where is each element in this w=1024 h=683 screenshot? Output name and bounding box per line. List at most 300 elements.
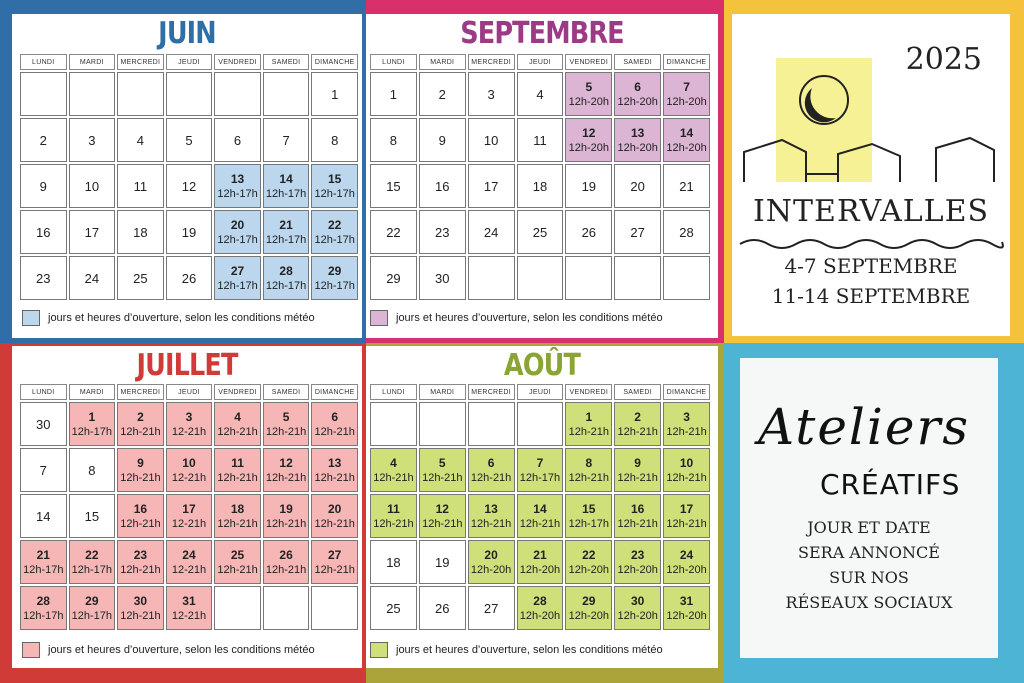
opening-hours: 12h-17h bbox=[265, 280, 307, 292]
opening-hours: 12h-20h bbox=[617, 610, 658, 622]
opening-hours: 12h-21h bbox=[217, 518, 258, 530]
weekday-header: SAMEDI bbox=[263, 384, 310, 400]
day-number: 19 bbox=[181, 224, 197, 240]
day-cell bbox=[166, 210, 213, 254]
day-number: 2 bbox=[39, 132, 47, 148]
day-cell bbox=[517, 72, 564, 116]
day-cell bbox=[468, 256, 515, 300]
day-cell bbox=[419, 210, 466, 254]
opening-hours: 12h-20h bbox=[519, 610, 561, 622]
day-number: 9 bbox=[39, 178, 47, 194]
day-number: 16 bbox=[133, 502, 148, 516]
weekday-header: SAMEDI bbox=[263, 54, 310, 70]
opening-hours: 12h-21h bbox=[314, 472, 355, 484]
opening-hours: 12h-17h bbox=[568, 518, 609, 530]
opening-hours: 12h-21h bbox=[666, 518, 707, 530]
day-cell bbox=[565, 118, 612, 162]
day-cell bbox=[614, 118, 661, 162]
day-cell bbox=[419, 494, 466, 538]
legend-text: jours et heures d’ouverture, selon les conditions météo bbox=[48, 644, 315, 656]
opening-hours: 12h-20h bbox=[568, 142, 609, 154]
day-number: 29 bbox=[328, 264, 342, 278]
weekday-header: MARDI bbox=[69, 384, 116, 400]
day-cell bbox=[419, 402, 466, 446]
opening-hours: 12-21h bbox=[171, 610, 207, 622]
day-number: 23 bbox=[36, 270, 51, 286]
day-number: 1 bbox=[88, 410, 96, 424]
day-number: 21 bbox=[279, 218, 293, 232]
day-number: 17 bbox=[679, 502, 694, 516]
opening-hours: 12h-21h bbox=[470, 518, 512, 530]
day-cell bbox=[166, 540, 213, 584]
ateliers-line3: SUR NOS bbox=[829, 568, 909, 587]
day-number: 6 bbox=[634, 80, 641, 94]
day-cell bbox=[614, 164, 661, 208]
day-cell bbox=[311, 586, 358, 630]
opening-hours: 12h-20h bbox=[519, 564, 561, 576]
ateliers-line2: SERA ANNONCÉ bbox=[798, 543, 940, 562]
day-number: 27 bbox=[328, 548, 342, 562]
weekday-header: DIMANCHE bbox=[663, 384, 710, 400]
day-cell bbox=[20, 586, 67, 630]
day-cell bbox=[69, 164, 116, 208]
day-number: 20 bbox=[328, 502, 342, 516]
day-number: 4 bbox=[234, 410, 241, 424]
day-number: 14 bbox=[279, 172, 293, 186]
day-cell bbox=[69, 494, 116, 538]
day-cell bbox=[517, 118, 564, 162]
ateliers-card bbox=[740, 358, 998, 658]
day-cell bbox=[20, 164, 67, 208]
day-cell bbox=[117, 540, 164, 584]
day-cell bbox=[20, 540, 67, 584]
day-cell bbox=[419, 72, 466, 116]
day-number: 7 bbox=[282, 132, 290, 148]
opening-hours: 12-21h bbox=[171, 472, 207, 484]
day-number: 2 bbox=[634, 410, 641, 424]
weekday-header: MARDI bbox=[419, 54, 466, 70]
opening-hours: 12h-20h bbox=[617, 564, 658, 576]
day-number: 6 bbox=[487, 456, 495, 470]
day-cell bbox=[614, 540, 661, 584]
day-number: 10 bbox=[483, 132, 499, 148]
day-cell bbox=[166, 586, 213, 630]
day-cell bbox=[419, 164, 466, 208]
day-cell bbox=[117, 402, 164, 446]
day-number: 25 bbox=[532, 224, 548, 240]
opening-hours: 12h-20h bbox=[568, 96, 609, 108]
day-number: 22 bbox=[386, 224, 401, 240]
day-number: 22 bbox=[582, 548, 596, 562]
calendar-juillet bbox=[12, 346, 362, 668]
opening-hours: 12h-21h bbox=[314, 564, 355, 576]
day-number: 20 bbox=[230, 218, 245, 232]
day-cell bbox=[517, 448, 564, 492]
day-number: 3 bbox=[683, 410, 690, 424]
day-cell bbox=[419, 586, 466, 630]
day-cell bbox=[20, 210, 67, 254]
weekday-header: MERCREDI bbox=[117, 384, 164, 400]
opening-hours: 12h-20h bbox=[617, 142, 658, 154]
day-number: 4 bbox=[390, 456, 397, 470]
day-number: 18 bbox=[133, 224, 148, 240]
day-cell bbox=[214, 540, 261, 584]
day-number: 19 bbox=[581, 178, 597, 194]
day-cell bbox=[614, 586, 661, 630]
opening-hours: 12h-17h bbox=[71, 426, 113, 438]
day-cell bbox=[214, 494, 261, 538]
day-cell bbox=[311, 540, 358, 584]
opening-hours: 12h-21h bbox=[314, 518, 355, 530]
day-cell bbox=[517, 586, 564, 630]
day-number: 24 bbox=[679, 548, 694, 562]
weekday-header: SAMEDI bbox=[614, 54, 661, 70]
weekday-header: MARDI bbox=[419, 384, 466, 400]
day-cell bbox=[663, 210, 710, 254]
day-cell bbox=[69, 118, 116, 162]
day-cell bbox=[20, 72, 67, 116]
opening-hours: 12h-17h bbox=[519, 472, 561, 484]
day-number: 10 bbox=[182, 456, 196, 470]
day-cell bbox=[263, 540, 310, 584]
day-cell bbox=[370, 540, 417, 584]
day-cell bbox=[20, 118, 67, 162]
opening-hours: 12h-17h bbox=[71, 610, 113, 622]
day-cell bbox=[468, 164, 515, 208]
day-cell bbox=[370, 118, 417, 162]
brand-name: INTERVALLES bbox=[752, 194, 990, 229]
day-cell bbox=[214, 164, 261, 208]
day-number: 8 bbox=[389, 132, 398, 148]
opening-hours: 12h-17h bbox=[71, 564, 113, 576]
day-cell bbox=[517, 540, 564, 584]
day-number: 13 bbox=[630, 126, 645, 140]
day-cell bbox=[468, 210, 515, 254]
day-number: 11 bbox=[533, 132, 547, 148]
building-right bbox=[936, 138, 994, 182]
ateliers-line4: RÉSEAUX SOCIAUX bbox=[785, 593, 953, 612]
opening-hours: 12h-21h bbox=[120, 518, 161, 530]
opening-hours: 12h-21h bbox=[120, 564, 161, 576]
weekday-header: DIMANCHE bbox=[311, 54, 358, 70]
day-number: 13 bbox=[230, 172, 245, 186]
day-cell bbox=[117, 256, 164, 300]
day-cell bbox=[166, 72, 213, 116]
opening-hours: 12h-21h bbox=[120, 610, 161, 622]
legend bbox=[370, 310, 663, 326]
day-cell bbox=[565, 256, 612, 300]
opening-hours: 12h-17h bbox=[314, 188, 355, 200]
opening-hours: 12h-20h bbox=[666, 142, 707, 154]
opening-hours: 12h-21h bbox=[314, 426, 355, 438]
day-cell bbox=[517, 402, 564, 446]
day-cell bbox=[468, 72, 515, 116]
day-cell bbox=[69, 210, 116, 254]
day-number: 24 bbox=[84, 270, 100, 286]
opening-hours: 12h-17h bbox=[314, 280, 355, 292]
opening-hours: 12h-21h bbox=[265, 518, 307, 530]
day-number: 20 bbox=[484, 548, 498, 562]
day-number: 12 bbox=[181, 178, 197, 194]
opening-hours: 12h-21h bbox=[120, 426, 161, 438]
legend bbox=[22, 310, 315, 326]
day-cell bbox=[517, 494, 564, 538]
day-number: 20 bbox=[630, 178, 645, 194]
day-cell bbox=[663, 402, 710, 446]
day-cell bbox=[166, 164, 213, 208]
opening-hours: 12h-17h bbox=[217, 234, 258, 246]
day-number: 12 bbox=[435, 502, 449, 516]
day-number: 31 bbox=[182, 594, 196, 608]
weekday-header: LUNDI bbox=[370, 54, 417, 70]
opening-hours: 12h-21h bbox=[217, 426, 258, 438]
day-number: 5 bbox=[185, 132, 193, 148]
day-number: 9 bbox=[438, 132, 446, 148]
day-number: 19 bbox=[279, 502, 293, 516]
day-cell bbox=[20, 402, 67, 446]
day-number: 7 bbox=[536, 456, 544, 470]
day-cell bbox=[663, 586, 710, 630]
day-number: 25 bbox=[386, 600, 401, 616]
opening-hours: 12h-21h bbox=[120, 472, 161, 484]
opening-hours: 12h-21h bbox=[617, 518, 658, 530]
day-cell bbox=[663, 164, 710, 208]
day-cell bbox=[370, 210, 417, 254]
day-cell bbox=[663, 540, 710, 584]
day-number: 28 bbox=[679, 224, 694, 240]
day-number: 16 bbox=[630, 502, 645, 516]
day-cell bbox=[117, 72, 164, 116]
weekday-header: MERCREDI bbox=[468, 384, 515, 400]
opening-hours: 12h-21h bbox=[666, 472, 707, 484]
day-cell bbox=[565, 210, 612, 254]
day-cell bbox=[565, 72, 612, 116]
day-cell bbox=[214, 118, 261, 162]
day-cell bbox=[565, 586, 612, 630]
day-cell bbox=[69, 402, 116, 446]
day-cell bbox=[214, 448, 261, 492]
weekday-header: JEUDI bbox=[517, 54, 564, 70]
day-cell bbox=[263, 402, 310, 446]
day-number: 10 bbox=[679, 456, 694, 470]
day-number: 14 bbox=[36, 508, 51, 524]
day-number: 9 bbox=[137, 456, 144, 470]
weekday-header: MERCREDI bbox=[468, 54, 515, 70]
day-number: 12 bbox=[279, 456, 293, 470]
day-number: 1 bbox=[585, 410, 593, 424]
opening-hours: 12-21h bbox=[171, 564, 207, 576]
day-cell bbox=[311, 72, 358, 116]
weekday-header: JEUDI bbox=[166, 384, 213, 400]
day-cell bbox=[20, 256, 67, 300]
weekday-header: JEUDI bbox=[517, 384, 564, 400]
day-number: 12 bbox=[582, 126, 596, 140]
calendar-septembre bbox=[366, 14, 718, 338]
day-cell bbox=[69, 448, 116, 492]
day-cell bbox=[117, 586, 164, 630]
legend bbox=[370, 642, 663, 658]
day-cell bbox=[419, 540, 466, 584]
intervalles-logo bbox=[732, 52, 1010, 182]
calendar-aout bbox=[366, 346, 718, 668]
day-cell bbox=[117, 164, 164, 208]
day-number: 8 bbox=[331, 132, 339, 148]
day-cell bbox=[311, 210, 358, 254]
day-number: 29 bbox=[386, 270, 401, 286]
day-cell bbox=[614, 210, 661, 254]
opening-hours: 12-21h bbox=[171, 518, 207, 530]
day-number: 25 bbox=[230, 548, 245, 562]
opening-hours: 12h-21h bbox=[373, 472, 414, 484]
day-number: 30 bbox=[133, 594, 148, 608]
day-number: 14 bbox=[533, 502, 547, 516]
day-cell bbox=[370, 256, 417, 300]
month-title: JUILLET bbox=[136, 348, 238, 383]
day-number: 28 bbox=[279, 264, 293, 278]
day-cell bbox=[69, 72, 116, 116]
weekday-header: JEUDI bbox=[166, 54, 213, 70]
opening-hours: 12h-21h bbox=[422, 472, 463, 484]
day-cell bbox=[370, 494, 417, 538]
day-cell bbox=[117, 494, 164, 538]
dates-first: 4-7 SEPTEMBRE bbox=[784, 254, 958, 278]
day-cell bbox=[663, 72, 710, 116]
day-cell bbox=[419, 118, 466, 162]
day-number: 7 bbox=[683, 80, 690, 94]
day-number: 25 bbox=[133, 270, 148, 286]
day-cell bbox=[614, 72, 661, 116]
day-cell bbox=[166, 494, 213, 538]
legend bbox=[22, 642, 315, 658]
opening-hours: 12h-21h bbox=[265, 564, 307, 576]
year: 2025 bbox=[905, 42, 982, 77]
opening-hours: 12h-21h bbox=[422, 518, 463, 530]
day-cell bbox=[117, 448, 164, 492]
day-cell bbox=[311, 402, 358, 446]
day-number: 26 bbox=[181, 270, 197, 286]
day-cell bbox=[214, 256, 261, 300]
legend-text: jours et heures d’ouverture, selon les conditions météo bbox=[396, 312, 663, 324]
day-number: 7 bbox=[39, 462, 47, 478]
day-number: 27 bbox=[630, 224, 645, 240]
day-cell bbox=[370, 164, 417, 208]
day-cell bbox=[214, 210, 261, 254]
day-number: 29 bbox=[85, 594, 99, 608]
opening-hours: 12h-21h bbox=[265, 472, 307, 484]
opening-hours: 12h-21h bbox=[568, 426, 609, 438]
day-number: 28 bbox=[533, 594, 547, 608]
day-number: 23 bbox=[630, 548, 645, 562]
day-cell bbox=[263, 210, 310, 254]
day-number: 9 bbox=[634, 456, 641, 470]
opening-hours: 12h-20h bbox=[666, 96, 707, 108]
day-cell bbox=[166, 448, 213, 492]
day-cell bbox=[311, 448, 358, 492]
day-number: 17 bbox=[483, 178, 499, 194]
weekday-header: VENDREDI bbox=[214, 384, 261, 400]
opening-hours: 12h-20h bbox=[617, 96, 658, 108]
opening-hours: 12h-17h bbox=[265, 234, 307, 246]
day-number: 18 bbox=[230, 502, 245, 516]
weekday-header: DIMANCHE bbox=[311, 384, 358, 400]
day-cell bbox=[419, 256, 466, 300]
day-cell bbox=[468, 402, 515, 446]
day-number: 23 bbox=[133, 548, 148, 562]
day-cell bbox=[166, 402, 213, 446]
opening-hours: 12h-21h bbox=[265, 426, 307, 438]
day-cell bbox=[468, 494, 515, 538]
day-number: 3 bbox=[487, 86, 495, 102]
day-cell bbox=[468, 448, 515, 492]
day-number: 22 bbox=[85, 548, 99, 562]
day-cell bbox=[370, 448, 417, 492]
day-number: 5 bbox=[282, 410, 290, 424]
day-cell bbox=[614, 448, 661, 492]
day-cell bbox=[370, 586, 417, 630]
calendar-grid bbox=[368, 382, 712, 632]
weekday-header: VENDREDI bbox=[565, 54, 612, 70]
day-cell bbox=[263, 256, 310, 300]
opening-hours: 12h-20h bbox=[470, 564, 512, 576]
legend-swatch bbox=[370, 310, 388, 326]
day-number: 4 bbox=[136, 132, 145, 148]
day-cell bbox=[565, 164, 612, 208]
opening-hours: 12-21h bbox=[171, 426, 207, 438]
opening-hours: 12h-21h bbox=[519, 518, 561, 530]
day-number: 11 bbox=[231, 456, 244, 470]
month-title: AOÛT bbox=[503, 348, 581, 383]
day-cell bbox=[370, 402, 417, 446]
day-cell bbox=[311, 494, 358, 538]
day-number: 28 bbox=[36, 594, 50, 608]
day-cell bbox=[468, 586, 515, 630]
day-number: 17 bbox=[84, 224, 100, 240]
day-cell bbox=[214, 586, 261, 630]
day-number: 16 bbox=[36, 224, 51, 240]
day-number: 21 bbox=[533, 548, 547, 562]
day-cell bbox=[20, 494, 67, 538]
day-number: 6 bbox=[331, 410, 339, 424]
weekday-header: VENDREDI bbox=[565, 384, 612, 400]
day-number: 10 bbox=[84, 178, 100, 194]
day-cell bbox=[663, 256, 710, 300]
day-number: 18 bbox=[386, 554, 401, 570]
day-cell bbox=[69, 540, 116, 584]
day-number: 18 bbox=[532, 178, 548, 194]
day-cell bbox=[263, 448, 310, 492]
day-number: 30 bbox=[36, 416, 51, 432]
opening-hours: 12h-17h bbox=[217, 280, 258, 292]
opening-hours: 12h-21h bbox=[617, 426, 658, 438]
day-number: 5 bbox=[585, 80, 593, 94]
opening-hours: 12h-20h bbox=[568, 564, 609, 576]
day-number: 26 bbox=[581, 224, 597, 240]
opening-hours: 12h-17h bbox=[265, 188, 307, 200]
weekday-header: LUNDI bbox=[20, 384, 67, 400]
legend-swatch bbox=[370, 642, 388, 658]
day-number: 16 bbox=[435, 178, 450, 194]
opening-hours: 12h-17h bbox=[314, 234, 355, 246]
day-cell bbox=[565, 448, 612, 492]
day-cell bbox=[565, 494, 612, 538]
day-number: 21 bbox=[36, 548, 50, 562]
opening-hours: 12h-20h bbox=[568, 610, 609, 622]
weekday-header: LUNDI bbox=[20, 54, 67, 70]
day-number: 5 bbox=[438, 456, 446, 470]
day-cell bbox=[565, 540, 612, 584]
day-number: 30 bbox=[435, 270, 450, 286]
weekday-header: SAMEDI bbox=[614, 384, 661, 400]
